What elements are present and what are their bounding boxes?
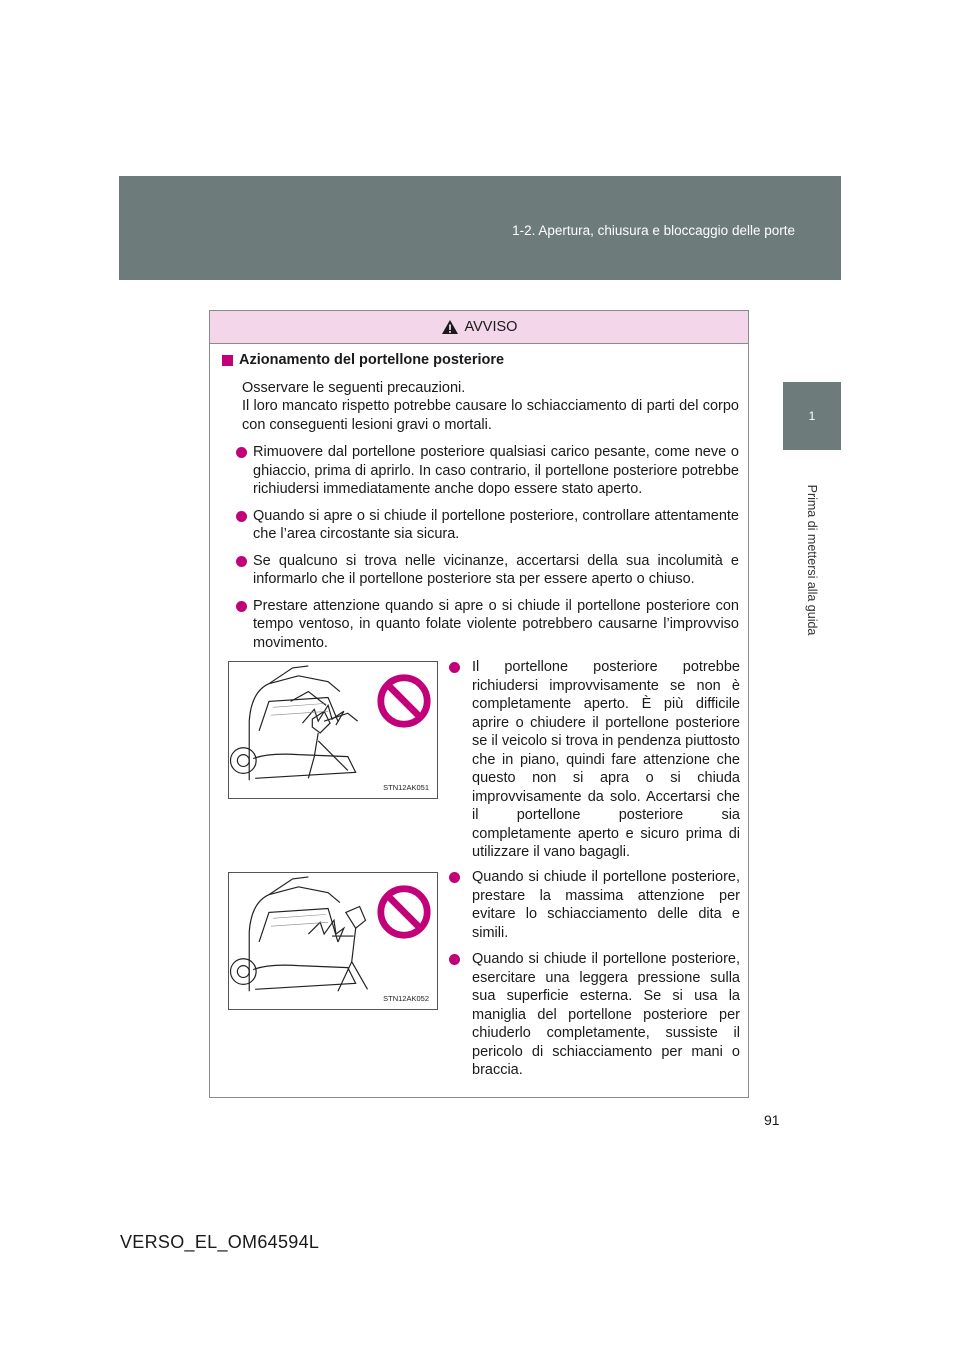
prohibition-icon bbox=[375, 672, 433, 730]
list-item: Quando si chiude il portellone posteriore, prestare la massima attenzione per evitare lo schiacciamento delle dita e simili. bbox=[446, 868, 740, 942]
chapter-title: Prima di mettersi alla guida bbox=[805, 484, 819, 636]
figure-code: STN12AK052 bbox=[383, 994, 429, 1003]
figure-2-text bbox=[446, 868, 740, 1088]
round-bullet-icon bbox=[236, 447, 247, 458]
list-item: Quando si apre o si chiude il portellone posteriore, controllare attentamente che l’area circostante sia sicura. bbox=[222, 507, 739, 544]
intro-line: Il loro mancato rispetto potrebbe causare lo schiacciamento di parti del corpo con conseguenti lesioni gravi o mortali. bbox=[242, 398, 739, 433]
intro-text bbox=[242, 379, 739, 435]
header-band bbox=[119, 176, 841, 280]
list-item: Rimuovere dal portellone posteriore qualsiasi carico pesante, come neve o ghiaccio, prima di aprirlo. In caso contrario, il portellone posteriore potrebbe richiudersi immediatamente anche dopo essere stato aperto. bbox=[222, 443, 739, 499]
section-header: 1-2. Apertura, chiusura e bloccaggio delle porte bbox=[512, 223, 795, 238]
square-bullet-icon bbox=[222, 355, 233, 366]
prohibition-icon bbox=[375, 883, 433, 941]
warning-content bbox=[222, 351, 739, 660]
list-item: Prestare attenzione quando si apre o si chiude il portellone posteriore con tempo ventoso, in quanto folate violente potrebbero causarne l’improvviso movimento. bbox=[222, 597, 739, 653]
chapter-number: 1 bbox=[808, 409, 816, 423]
round-bullet-icon bbox=[449, 872, 460, 883]
figure-code: STN12AK051 bbox=[383, 783, 429, 792]
illustration-tailgate-closing bbox=[228, 661, 438, 799]
warning-triangle-icon bbox=[441, 319, 459, 335]
page-number: 91 bbox=[764, 1112, 780, 1128]
warning-header bbox=[210, 311, 748, 344]
list-item: Il portellone posteriore potrebbe richiudersi improvvisamente se non è completamente aperto. È più difficile aprire o chiudere il portellone posteriore se il veicolo si trova in pendenza piuttosto che in piano, quindi fare attenzione che questo non si apra o si chiuda improvvisamente da solo. Accertarsi che il portellone posteriore sia completamente aperto e sicuro prima di utilizzare il vano bagagli. bbox=[446, 658, 740, 862]
figure-1-text bbox=[446, 658, 740, 870]
illustration-tailgate-pinch bbox=[228, 872, 438, 1010]
list-item: Se qualcuno si trova nelle vicinanze, accertarsi della sua incolumità e informarlo che il portellone posteriore sta per essere aperto o chiuso. bbox=[222, 552, 739, 589]
round-bullet-icon bbox=[449, 662, 460, 673]
round-bullet-icon bbox=[449, 954, 460, 965]
round-bullet-icon bbox=[236, 601, 247, 612]
list-item: Quando si chiude il portellone posteriore, esercitare una leggera pressione sulla sua superficie esterna. Se si usa la maniglia del portellone posteriore per chiuderlo completamente, sussiste il pericolo di schiacciamento per mani o braccia. bbox=[446, 950, 740, 1080]
intro-line: Osservare le seguenti precauzioni. bbox=[242, 379, 466, 396]
warning-label: AVVISO bbox=[464, 319, 518, 335]
chapter-tab bbox=[783, 382, 841, 450]
section-title: Azionamento del portellone posteriore bbox=[222, 351, 739, 370]
round-bullet-icon bbox=[236, 511, 247, 522]
document-code: VERSO_EL_OM64594L bbox=[120, 1232, 320, 1252]
round-bullet-icon bbox=[236, 556, 247, 567]
